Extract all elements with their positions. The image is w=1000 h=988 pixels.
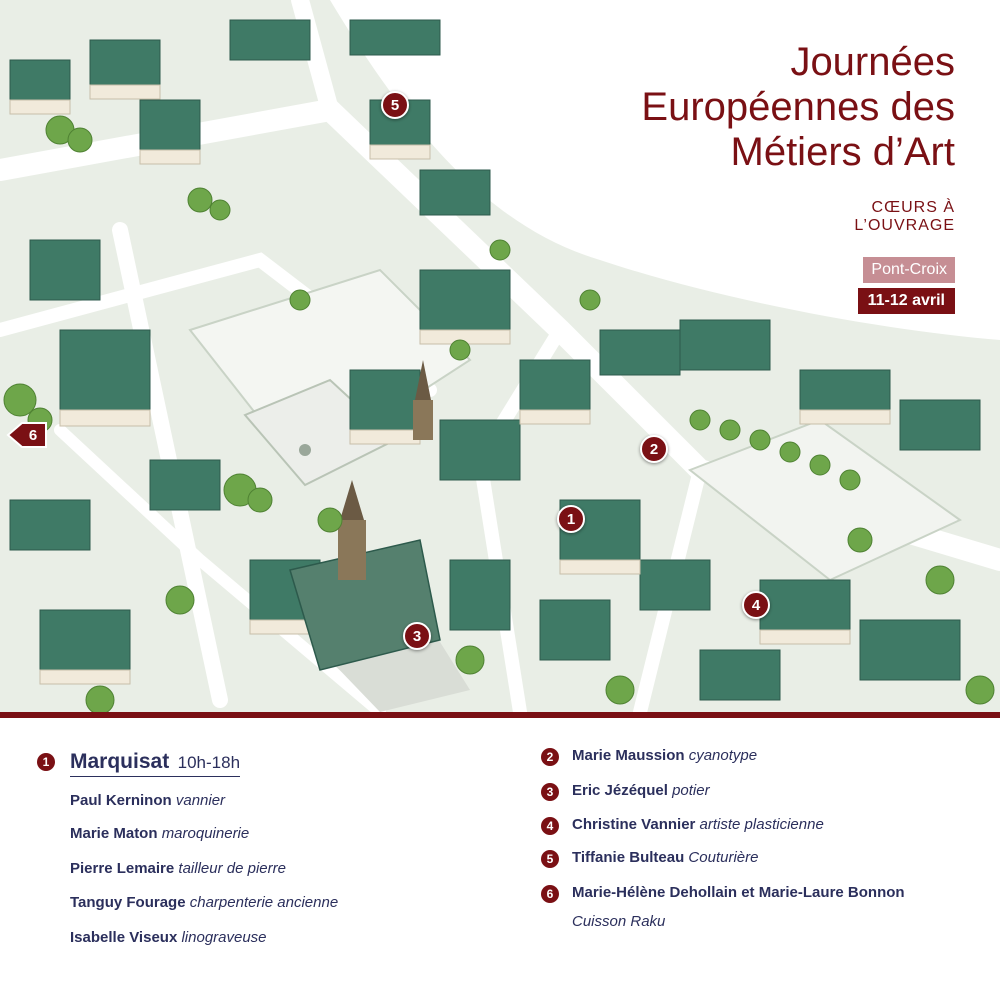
location-entry-3[interactable] bbox=[572, 782, 710, 799]
marquisat-heading[interactable] bbox=[70, 750, 240, 777]
artisan-craft: Cuisson Raku bbox=[572, 913, 666, 930]
artisan-entry bbox=[70, 792, 225, 809]
artisan-craft: linograveuse bbox=[181, 929, 267, 946]
subtitle-line-1: CŒURS À bbox=[871, 199, 955, 216]
location-entry-4[interactable] bbox=[572, 816, 824, 833]
map-marker-5[interactable]: 5 bbox=[381, 91, 409, 119]
legend-number-2: 2 bbox=[541, 748, 559, 766]
artisan-name: Pierre Lemaire bbox=[70, 860, 175, 877]
marquisat-name: Marquisat bbox=[70, 750, 170, 773]
artisan-craft: charpenterie ancienne bbox=[189, 894, 339, 911]
legend-number-6: 6 bbox=[541, 885, 559, 903]
artisan-craft: vannier bbox=[175, 792, 226, 809]
location-entry-2[interactable] bbox=[572, 747, 757, 764]
legend-number-1: 1 bbox=[37, 753, 55, 771]
title-line-1: Journées bbox=[790, 40, 955, 84]
artisan-craft: potier bbox=[672, 782, 710, 799]
artisan-craft: Couturière bbox=[688, 849, 759, 866]
map-marker-1[interactable]: 1 bbox=[557, 505, 585, 533]
artisan-name: Marie Maussion bbox=[572, 747, 685, 764]
artisan-entry bbox=[70, 929, 267, 946]
place-tag: Pont-Croix bbox=[863, 257, 955, 283]
artisan-name: Marie-Hélène Dehollain et Marie-Laure Bonnon bbox=[572, 884, 905, 901]
artisan-craft: maroquinerie bbox=[161, 825, 250, 842]
subtitle bbox=[641, 199, 955, 235]
subtitle-line-2: L’OUVRAGE bbox=[854, 217, 955, 234]
artisan-name: Tiffanie Bulteau bbox=[572, 849, 685, 866]
map-marker-3[interactable]: 3 bbox=[403, 622, 431, 650]
artisan-craft: tailleur de pierre bbox=[178, 860, 286, 877]
date-tag: 11-12 avril bbox=[858, 288, 955, 314]
map-marker-6-label: 6 bbox=[28, 427, 38, 444]
map-marker-6-arrow-icon[interactable] bbox=[6, 421, 46, 449]
map-marker-4[interactable]: 4 bbox=[742, 591, 770, 619]
artisan-craft: artiste plasticienne bbox=[699, 816, 824, 833]
title-block bbox=[641, 40, 955, 235]
artisan-entry bbox=[70, 860, 286, 877]
legend-number-3: 3 bbox=[541, 783, 559, 801]
map-marker-2[interactable]: 2 bbox=[640, 435, 668, 463]
location-entry-5[interactable] bbox=[572, 849, 758, 866]
artisan-entry bbox=[70, 825, 249, 842]
artisan-name: Tanguy Fourage bbox=[70, 894, 186, 911]
artisan-entry bbox=[70, 894, 338, 911]
title-line-3: Métiers d’Art bbox=[730, 130, 955, 174]
legend-number-5: 5 bbox=[541, 850, 559, 868]
title-line-2: Européennes des bbox=[641, 85, 955, 129]
artisan-name: Paul Kerninon bbox=[70, 792, 172, 809]
artisan-craft: cyanotype bbox=[688, 747, 758, 764]
artisan-name: Christine Vannier bbox=[572, 816, 696, 833]
artisan-name: Marie Maton bbox=[70, 825, 158, 842]
location-entry-6[interactable] bbox=[572, 884, 905, 901]
legend-number-4: 4 bbox=[541, 817, 559, 835]
artisan-name: Eric Jézéquel bbox=[572, 782, 668, 799]
artisan-name: Isabelle Viseux bbox=[70, 929, 178, 946]
marquisat-hours: 10h-18h bbox=[177, 753, 241, 772]
legend bbox=[0, 718, 1000, 988]
